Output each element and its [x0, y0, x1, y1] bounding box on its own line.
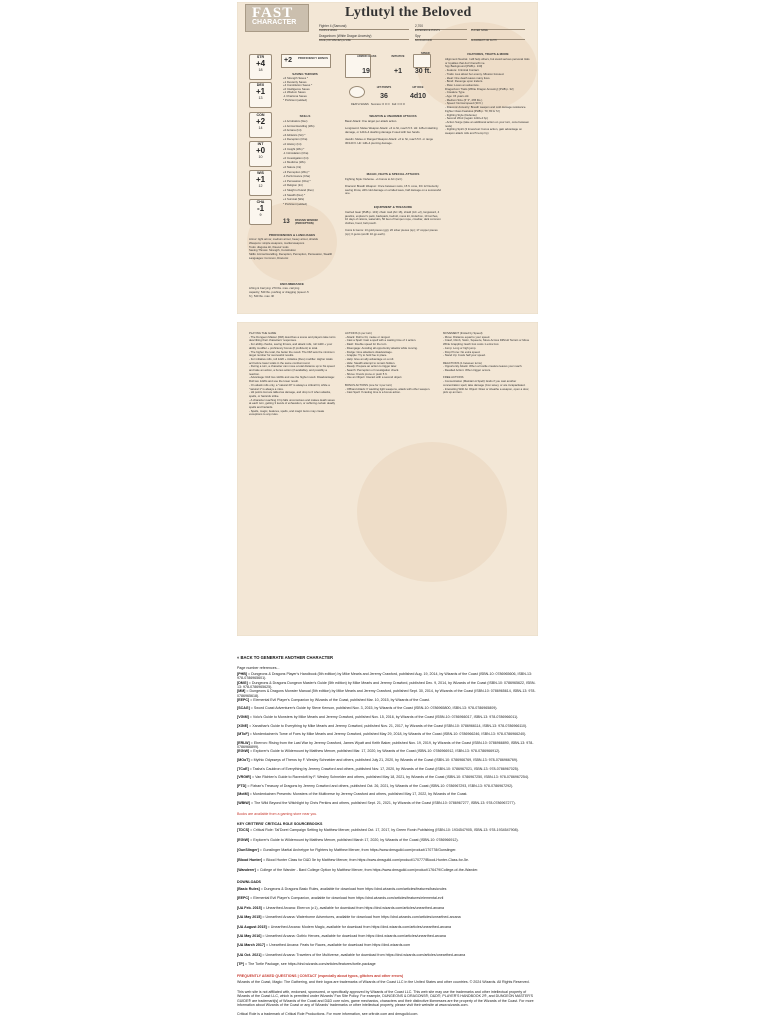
character-name: Lytlutyl the Beloved	[345, 5, 472, 20]
armor-class-value: 19	[362, 68, 370, 75]
reference-tag: [XGtE]	[237, 723, 249, 728]
heart-icon	[349, 86, 365, 98]
reference-item	[237, 775, 538, 784]
reference-text[interactable]: = Unearthed Arcana: Feats for Races, available for download from https://dnd.wizards.com	[265, 943, 411, 948]
skills-list: +1 Acrobatics (Dex) +1 Animal Handling (Wis) +0 Arcana (Int) +6 Athletics (Str) * +1 Deception (Cha) +0 History (Int) +3 Insight (Wis) * -1 Intimidation (Cha) +0 Investigation (Int) +1 Medicine (Wis) +0 Nature (Int) +3 Perception (Wis) * -1 Performance (Cha) +1 Persuasion (Cha) * +0 Religion (Int) +1 Sleight of Hand (Dex) +3 Stealth (Dex) * +1 Survival (Wis) * Proficient (added)	[283, 119, 315, 206]
equipment-title: EQUIPMENT & TREASURE	[373, 205, 413, 209]
reference-item	[237, 962, 538, 971]
reference-text[interactable]: = Volo's Guide to Monsters by Mike Mearls and Jeremy Crawford, published Nov. 15, 2016, by Wizards of the Coast (ISBN-10: 0786966017, ISBN-13: 978-0786966011).	[248, 715, 519, 719]
reference-text[interactable]: = Sword Coast Adventurer's Guide by Steve Kenson, published Nov. 3, 2015, by Wizards of the Coast (ISBN-10: 0786965800, ISBN-13: 978-0786965809).	[249, 706, 498, 711]
reference-text[interactable]: = Elemental Evil Player's Companion by Wizards of the Coast, published Mar. 10, 2015, by Wizards of the Coast.	[249, 697, 430, 702]
skills-title: SKILLS	[299, 114, 311, 118]
ability-int: INT +0 10	[249, 141, 272, 167]
reference-text[interactable]: = Eberron: Rising from the Last War by Jeremy Crawford, James Wyatt and Keith Baker, published Nov. 19, 2019, by Wizards of the Coast (ISBN-10: 0786966890, ISBN-13: 978-0786966899).	[237, 740, 534, 750]
reference-item	[237, 758, 538, 767]
reference-item	[237, 672, 538, 681]
reference-item	[237, 689, 538, 698]
rules-movement: MOVEMENT (limited by Speed) - Move: Distance equal to your speed. - Crawl, Climb, Swim, Squeeze, Move Across Difficult Terrain or Move While Grappling: Each foot costs 1 extra foot. - Jump: Long or high jump. - Drop Prone: No extra speed. - Stand Up: Costs half your speed. REACTIONS (1 between turns) - Opportunity Attack: When a hostile creature leaves your reach. - Readied Action: When trigger occurs. FREE ACTIONS - Concentration (Maintain A Spell): Ends if you cast another concentration spell, take damage (Con save), or are incapacitated. - Interacting With An Object: Draw or sheathe a weapon, open a door, pick up an item.	[443, 331, 530, 395]
speed-value: 30 ft.	[414, 68, 432, 75]
proficiencies-languages-title: PROFICIENCIES & LANGUAGES	[268, 233, 316, 237]
character-sheet-page-2	[237, 322, 538, 636]
downloads-title: DOWNLOADS	[237, 880, 261, 884]
hit-dice-value: 4d10	[410, 93, 426, 100]
reference-item	[237, 698, 538, 707]
reference-text[interactable]: = The Tortle Package, see https://dnd.wizards.com/articles/features/tortle-package	[244, 962, 376, 967]
saving-throws-list: +6 Strength Saves * +1 Dexterity Saves +4 Constitution Saves * +0 Intelligence Saves +1 Wisdom Saves -1 Charisma Saves * Proficient (added)	[283, 76, 313, 102]
encumbrance-text: Lifting & Carrying: 270 lbs. max. carrying capacity; 540 lbs. pushing or dragging (speed -5 ft.); 540 lbs. max. lift	[249, 286, 310, 298]
death-saves: DEATH SAVES Success: O O O Fail: O O O	[351, 103, 405, 106]
reference-item	[237, 925, 538, 934]
reference-item	[237, 749, 538, 758]
reference-text[interactable]: = The Wild Beyond the Witchlight by Chris Perkins and others, published Sept. 21, 2021, by Wizards of the Coast (ISBN-10: 0786967277, ISBN-13: 978-0786967277).	[249, 801, 516, 805]
reference-tag: [GunSlinger]	[237, 848, 259, 852]
reference-text[interactable]: = College of the Wander - Bard College Option by Matthew Mercer, from https://www.dmsguild.com/product/176479/College-of-the-Wander.	[255, 868, 479, 872]
reference-tag: [EEPC]	[237, 896, 250, 901]
reference-text[interactable]: = Critical Role: Tal'Dorei Campaign Setting by Matthew Mercer, published Oct. 17, 2017, by Green Ronin Publishing (ISBN-10: 1934547905, ISBN-13: 978-1934547908).	[249, 828, 519, 832]
ability-wis: WIS +1 12	[249, 170, 272, 196]
back-link[interactable]: « BACK TO GENERATE ANOTHER CHARACTER	[237, 655, 334, 660]
background-caption: BACKGROUND	[415, 39, 433, 42]
reference-text[interactable]: = Unearthed Arcana: Eberron (v.1), available for download from https://dnd.wizards.com/articles/unearthed-arcana	[261, 905, 445, 910]
rules-actions: ACTIONS (1 per turn) - Attack: Roll to hit, melee or ranged. - Cast a Spell: Cast a spell with a casting time of 1 action. - Dash: Double speed for the turn. - Disengage: Avoiding all opportunity attacks while moving. - Dodge: Give attackers disadvantage. - Grapple: Try to hold foe in place. - Help: Give an ally advantage on a roll. - Hide: Stealth attempt to remain hidden. - Ready: Prepare an action to trigger later. - Search: Perception or Investigation check. - Shove: Knock prone or push 5 ft. - Use an Object: Interact with a second object. BONUS ACTIONS (one for 1 per turn) - Offhand Attack: If wielding light weapons, attack with other weapon. - Cast Spell: If casting time is a bonus action.	[345, 331, 431, 395]
hit-points-value: 36	[380, 93, 388, 100]
reference-item	[237, 887, 538, 896]
equipment-text: Carried Gear [PHB p. 143]: chain mail (AC 16), shield (AC +2), longsword, 4 javelins, explorer's pack, backpack, bedroll, mess kit, tinderbox, 10 torches, 10 days of rations, waterskin, 50 feet of hempen rope, crowbar, dark common clothes, hood, belt pouch. Coins & Gems: 13 gold pieces (gp); 20 silver pieces (sp); 17 copper pieces (cp); 0 gems (worth 10 gp each).	[345, 210, 441, 236]
reference-text[interactable]: = Elemental Evil Player's Companion, available for download from https://dnd.wizards.com/articles/features/elemental-evil	[249, 896, 444, 901]
reference-tag: [PHB]	[237, 672, 247, 676]
reference-tag: [TCoE]	[237, 766, 249, 771]
reference-item	[237, 828, 538, 837]
reference-tag: [WBtW]	[237, 801, 250, 805]
reference-text[interactable]: = Unearthed Arcana: Travelers of the Multiverse, available for download from https://dnd.wizards.com/articles/unearthed-arcana	[261, 952, 466, 957]
reference-text[interactable]: = Dungeons & Dragons Player's Handbook (5th edition) by Mike Mearls and Jeremy Crawford, published Aug. 19, 2014, by Wizards of the Coast (ISBN-10: 0786965606, ISBN-13: 978-0786965601).	[237, 672, 533, 681]
reference-tag: [MM]	[237, 689, 246, 694]
faq-contact-link[interactable]: FREQUENTLY ASKED QUESTIONS | CONTACT (especially about typos, glitches and other errors)	[237, 974, 404, 978]
experience-points: 2,700	[415, 24, 423, 28]
reference-tag: [EGtW]	[237, 838, 250, 842]
reference-tag: [ERLW]	[237, 740, 250, 745]
alignment-caption: ALIGNMENT OR FAITH	[471, 39, 497, 42]
reference-item	[237, 741, 538, 750]
reference-tag: [UA August 2015]	[237, 924, 267, 929]
reference-item	[237, 858, 538, 867]
reference-text[interactable]: = Unearthed Arcana: Modern Magic, available for download from https://dnd.wizards.com/articles/unearthed-arcana	[266, 924, 451, 929]
ability-str: STR +4 18	[249, 54, 272, 80]
class-level-caption: CLASS & LEVEL	[319, 29, 338, 32]
reference-tag: [DMG]	[237, 680, 248, 685]
reference-text[interactable]: = Dungeons & Dragons Monster Manual (5th edition) by Mike Mearls and Jeremy Crawford, published Sept. 30, 2014, by Wizards of the Coast (ISBN-10: 0786965614, ISBN-13: 978-0786965618).	[237, 689, 536, 698]
reference-item	[237, 784, 538, 793]
encumbrance-title: ENCUMBRANCE	[280, 282, 304, 286]
reference-item	[237, 838, 538, 847]
proficiency-bonus-label: PROFICIENCY BONUS	[298, 56, 328, 60]
reference-item	[237, 868, 538, 877]
reference-text[interactable]: = Tasha's Cauldron of Everything by Jeremy Crawford and others, published Nov. 17, 2020, by Wizards of the Coast (ISBN-10: 0786967021, ISBN-13: 978-0786967025).	[248, 766, 519, 771]
race: Dragonborn (White Dragon Ancestry)	[319, 34, 372, 38]
features-text: Alignment Neutral. I will help others, but avoid serious personal risks or loyalties that don't benefit me. Spy Background [PHB p. 130] - Feature: Criminal Contact. - Traits: Lies about her enemy. Mission focused. - Ideal: One death saves many lives. - Bond: Revenge upon traitors. - Flaw: Loves an adventure. Dragonborn Traits [White Dragon Ancestry] [PHB p. 32] - Creature Type. - Age: 15 years old. - Medium Size (6' 3", 265 lbs.) - Speed: Normal speed (30 ft.) - Draconic Ancestry: Breath weapon and cold damage resistance. Fighter Class Features [PHB p. 70, 80 & 72] - Fighting Style (Defense) - Second Wind (regain 1d10+4 hp) - Action Surge (take an additional action on your turn, once between rests) - Fighting Spirit (3 times/rest: bonus action, gain advantage on weapon attack rolls and 5 temp hp)	[445, 57, 530, 136]
weapons-title: WEAPON & UNARMED ATTACKS	[369, 114, 417, 118]
reference-item	[237, 943, 538, 952]
reference-tag: [SCAG]	[237, 706, 250, 711]
reference-tag: [FTD]	[237, 783, 247, 788]
proficiency-bonus-box	[281, 54, 331, 68]
reference-item	[237, 724, 538, 733]
armor-class-label: ARMOR CLASS	[357, 55, 377, 58]
class-level: Fighter 4 (Samurai)	[319, 24, 347, 28]
books-note[interactable]: Books are available from a gaming store near you.	[237, 812, 318, 816]
reference-item	[237, 934, 538, 943]
legal-trademark: Wizards of the Coast, Magic: The Gathering, and their logos are trademarks of Wizards of the Coast LLC in the United States and other countries. © 2024 Wizards. All Rights Reserved.	[237, 980, 530, 984]
reference-tag: [Wanderer]	[237, 868, 256, 872]
reference-text[interactable]: = Unearthed Arcana: Waterborne Adventures, available for download from https://dnd.wizards.com/articles/unearthed-arcana	[261, 915, 461, 920]
reference-tag: [UA Feb. 2015]	[237, 905, 262, 910]
ability-cha: CHA -1 9	[249, 199, 272, 225]
reference-item	[237, 848, 538, 857]
reference-item	[237, 896, 538, 905]
proficiencies-languages-text: Armor: light armor, medium armor, heavy armor, shields Weapons: simple weapons, martial weapons Tools: disguise kit, thieves' tools Saving Throws: Strength, Constitution Skills: Animal Handling, Deception, Perception, Persuasion, Stealth Languages: Common, Draconic	[249, 237, 333, 260]
reference-item	[237, 706, 538, 715]
reference-text[interactable]: = Xanathar's Guide to Everything by Mike Mearls and Jeremy Crawford, published Nov. 21, 2017, by Wizards of the Coast (ISBN-10: 0786966114, ISBN-13: 978-0786966110).	[248, 723, 528, 728]
reference-tag: [EEPC]	[237, 697, 250, 702]
reference-item	[237, 732, 538, 741]
rules-playing-the-game: PLAYING THE GAME - The Dungeon Master (DM) describes a scene and players take turns describing their characters' responses. - For ability checks, saving throws, and attack rolls, roll 1d20 + your ability modifier + proficiency bonus (if proficient) to total. - The higher the total, the better the result. The DM sets the minimum target number for successful results. - For initiative rolls, roll 1d20 + initiative (Dex) modifier. Higher totals act before lower totals in the same combat round. - During a turn, a character can move a total distance up to his speed and take an action, a bonus action (if available), and possibly a reaction. - Advantage: Roll two 1d20s and use the higher result. Disadvantage: Roll two 1d20s and use the lower result. - On attack rolls only, a "natural 20" is always a critical hit, while a "natural 1" is always a miss. - Hit points lost are tallied as damage, and drop to 0 when attacks, spells, or hazards strike. - A character reaching 0 hp falls unconscious and makes death saves at each turn, getting 3 levels of exhaustion, or suffering certain deadly spells and hazards. - Spells, magic, features, spells, and magic items may create exceptions to any rules.	[249, 331, 336, 417]
reference-text[interactable]: = Blood Hunter Class for D&D 5e by Matthew Mercer, from https://www.dmsguild.com/product/170777/Blood-Hunter-Class-for-5e.	[262, 858, 469, 862]
reference-tag: [EGtW]	[237, 749, 250, 754]
reference-item	[237, 681, 538, 690]
passive-wisdom-value: 13	[283, 219, 290, 225]
background: Spy	[415, 34, 421, 38]
reference-text[interactable]: = Unearthed Arcana: Gothic Heroes, available for download from https://dnd.wizards.com/articles/unearthed-arcana	[261, 934, 446, 938]
ability-con: CON +2 14	[249, 112, 272, 138]
page-refs-label: Page number references...	[237, 666, 280, 670]
magic-text: Fighting Style: Defense. +1 bonus to AC (incl.) Draconic Breath Weapon: Once between rests, 15 ft. cone, DC 12 Dexterity saving throw, 2d6 cold damage on a failed save, half damage on a successful one.	[345, 177, 441, 196]
critical-role-title: KEY CRITTERS' CRITICAL ROLE SOURCEBOOKS	[237, 822, 323, 826]
speed-label: SPEED	[421, 52, 430, 55]
reference-tag: [TDCS]	[237, 828, 250, 832]
reference-text[interactable]: = Dungeons & Dragons Dungeon Master's Guide (5th edition) by Mike Mearls and Jeremy Crawford, published Dec. 9, 2014, by Wizards of the Coast (ISBN-10: 0786965622, ISBN-13: 978-0786965625).	[237, 680, 536, 689]
reference-tag: [TP]	[237, 962, 244, 967]
hit-points-label: HIT POINTS	[376, 86, 392, 89]
reference-tag: [UA May 2016]	[237, 934, 262, 938]
character-sheet-page-1	[237, 2, 538, 314]
features-title: FEATURES, TRAITS & MORE	[467, 52, 509, 56]
reference-text[interactable]: = Fizban's Treasury of Dragons by Jeremy Crawford and others, published Oct. 26, 2021, by Wizards of the Coast (ISBN-10: 0786967293, ISBN-13: 978-0786967292).	[246, 783, 514, 788]
reference-text[interactable]: = Mythic Odysseys of Theros by F. Wesley Schneider and others, published July 21, 2020, by Wizards of the Coast (ISBN-10: 0786966769, ISBN-13: 978-0786966769).	[249, 758, 519, 762]
fast-character-logo: FAST CHARACTER	[245, 4, 309, 32]
proficiency-bonus-value: +2	[284, 57, 292, 64]
reference-text[interactable]: = Mordenkainen's Tome of Foes by Mike Mearls and Jeremy Crawford, published May 29, 2018, by Wizards of the Coast (ISBN-10: 0786966246, ISBN-13: 978-0786966240).	[248, 732, 527, 737]
reference-tag: [MToF]	[237, 732, 249, 737]
reference-text[interactable]: = Dungeons & Dragons Basic Rules, available for download from https://dnd.wizards.com/articles/features/basicrules	[259, 887, 447, 891]
ability-dex: DEX +1 13	[249, 82, 272, 108]
xp-caption: EXPERIENCE POINTS	[415, 29, 440, 32]
reference-text[interactable]: = Mordenkainen Presents: Monsters of the Multiverse by Jeremy Crawford and others, published May 17, 2022, by Wizards of the Coast.	[248, 792, 468, 797]
reference-item	[237, 915, 538, 924]
reference-text[interactable]: = Van Richten's Guide to Ravenloft by F. Wesley Schneider and others, published May 18, 2021, by Wizards of the Coast (ISBN-10: 0786967250, ISBN-13: 978-0786967254).	[250, 775, 530, 780]
legal-critical-role: Critical Role is a trademark of Critical Role Productions. For more information, see critrole.com and dmsguild.com.	[237, 1012, 419, 1016]
hit-dice-label: HIT DICE	[412, 86, 424, 89]
reference-text[interactable]: = Explorer's Guide to Wildemount by Matthew Mercer, published Mar. 17, 2020, by Wizards of the Coast (ISBN-10: 0786966912, ISBN-13: 978-0786966912).	[249, 749, 501, 754]
reference-tag: [UA March 2017]	[237, 943, 266, 948]
player-caption: PLAYER NAME	[471, 29, 488, 32]
passive-wisdom-label: PASSIVE WISDOM (PERCEPTION)	[295, 219, 319, 226]
legal-fan-site: This web site is not affiliated with, endorsed, sponsored, or specifically approved by Wizards of the Coast LLC. This web site may use the trademarks and other intellectual property of Wizards of the Coast LLC, which is permitted under Wizards' Fan Site Policy. For example, DUNGEONS & DRAGONS®, D&D®, PLAYER'S HANDBOOK 2®, and DUNGEON MASTER'S GUIDE® are trademark[s] of Wizards of the Coast and D&D core rules, game mechanics, characters and their distinctive likenesses are the property of the Wizards of the Coast. For more information about Wizards of the Coast or any of Wizards' trademarks or other intellectual property, please visit their website at www.wizards.com.	[237, 990, 534, 1008]
initiative-value: +1	[394, 68, 402, 75]
reference-item	[237, 953, 538, 962]
reference-item	[237, 801, 538, 810]
reference-item	[237, 906, 538, 915]
reference-tag: [Blood Hunter]	[237, 858, 263, 862]
reference-tag: [UA Oct. 2021]	[237, 952, 262, 957]
weapon-attacks-text: Basic Attack: One target per attack action. Longsword. Melee Weapon Attack: +6 to hit, reach 5 ft. Hit: 1d8+4 slashing damage, or 1d10+4 slashing damage if used with two hands. Javelin. Melee or Ranged Weapon Attack: +6 to hit, reach 5 ft. or range 30/120 ft. Hit: 1d6+4 piercing damage.	[345, 119, 438, 145]
reference-item	[237, 792, 538, 801]
initiative-label: INITIATIVE	[391, 55, 405, 58]
speed-icon	[413, 54, 431, 68]
reference-tag: [Basic Rules]	[237, 887, 260, 891]
reference-tag: [VGtM]	[237, 715, 249, 719]
reference-item	[237, 715, 538, 724]
reference-tag: [MOoT]	[237, 758, 250, 762]
reference-item	[237, 767, 538, 776]
saving-throws-title: SAVING THROWS	[292, 72, 318, 76]
race-caption: RACE (OR SPECIES) & SIZE	[319, 39, 351, 42]
reference-tag: [UA May 2015]	[237, 915, 262, 920]
reference-tag: [MotM]	[237, 792, 249, 797]
reference-text[interactable]: = Explorer's Guide to Wildemount by Matthew Mercer, published March 17, 2020, by Wizards of the Coast (ISBN-10: 0786966912).	[249, 838, 459, 842]
magic-title: MAGIC, FEATS & SPECIAL ATTACKS	[366, 172, 420, 176]
reference-text[interactable]: = Gunslinger Martial Archetype for Fighters by Matthew Mercer, from https://www.dmsguild.com/product/170778/Gunslinger.	[258, 848, 457, 852]
reference-tag: [VRGtR]	[237, 775, 251, 780]
